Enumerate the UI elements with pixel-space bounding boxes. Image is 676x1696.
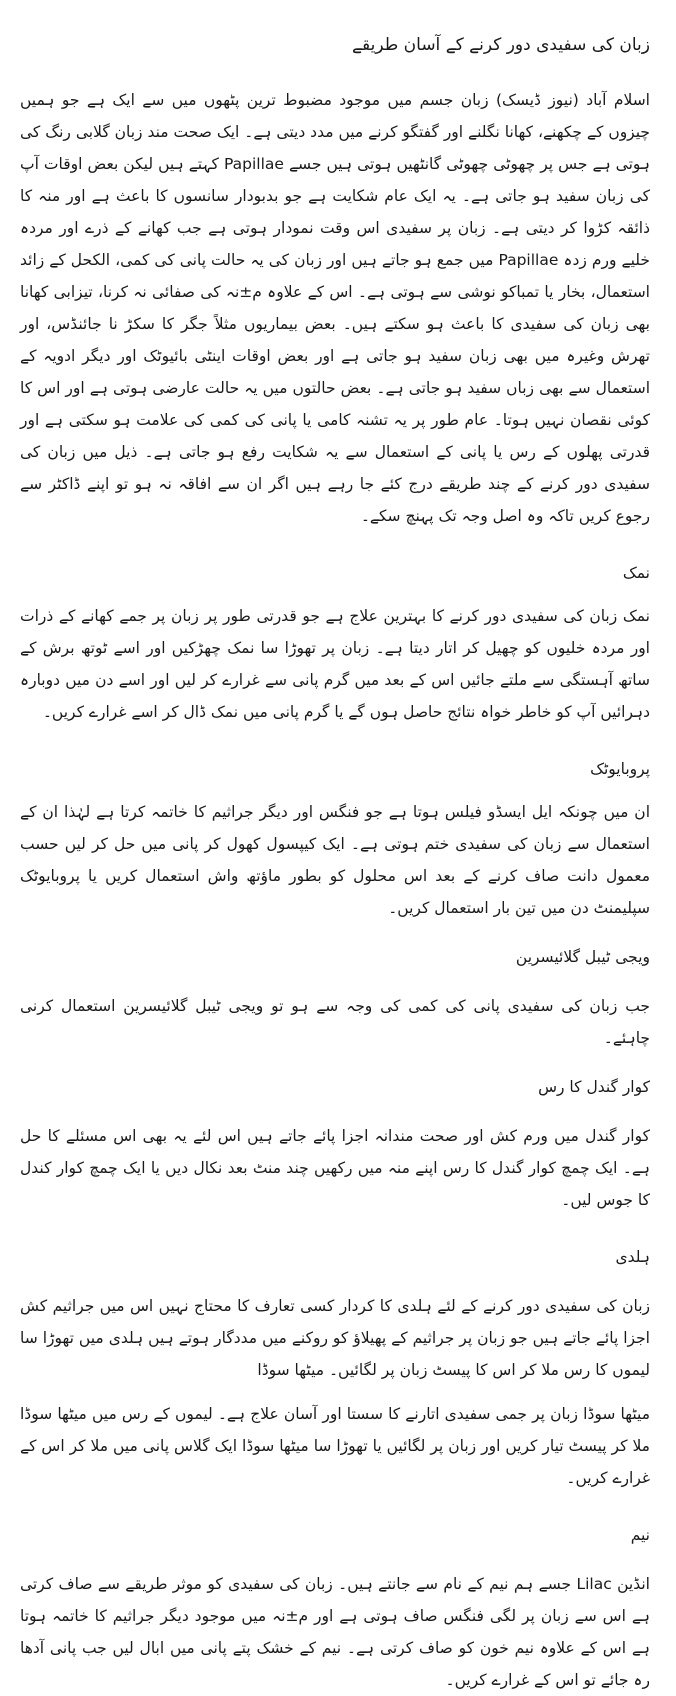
section-body-turmeric: زبان کی سفیدی دور کرنے کے لئے ہلدی کا کردار کسی تعارف کا محتاج نہیں اس میں جراثیم کش اجزا پائے جاتے ہیں جو زبان پر جراثیم کے پھیلاؤ کو روکنے میں مددگار ہوتے ہیں ہلدی میں تھوڑا سا لیموں کا رس ملا کر اس کا پیسٹ زبان پر لگائیں۔ میٹھا سوڈا <box>20 1297 650 1379</box>
section-body-neem: انڈین Lilac جسے ہم نیم کے نام سے جانتے ہیں۔ زبان کی سفیدی کو موثر طریقے سے صاف کرتی ہے اس سے زبان پر لگی فنگس صاف ہوتی ہے اور م±نہ میں موجود دیگر جراثیم کا خاتمہ ہوتا ہے اس کے علاوہ نیم خون کو صاف کرتی ہے۔ نیم کے خشک پتے پانی میں ابال لیں جب پانی آدھا رہ جائے تو اس کے غرارے کریں۔ <box>20 1575 650 1689</box>
section-heading-glycerin: ویجی ٹیبل گلائیسرین <box>515 948 650 966</box>
section-heading-aloe: کوار گندل کا رس <box>538 1078 650 1096</box>
section-heading-neem: نیم <box>630 1526 650 1544</box>
section-heading-turmeric: ہلدی <box>615 1248 650 1266</box>
article-title: زبان کی سفیدی دور کرنے کے آسان طریقے <box>352 35 650 55</box>
section-body-salt: نمک زبان کی سفیدی دور کرنے کا بہترین علاج ہے جو قدرتی طور پر زبان پر جمے کھانے کے ذرات اور مردہ خلیوں کو چھیل کر اتار دیتا ہے۔ زبان پر تھوڑا سا نمک چھڑکیں اور اسے ٹوتھ برش کے ساتھ آہستگی سے ملتے جائیں اس کے بعد میں گرم پانی سے غرارے کر لیں اور اسے دن میں دوبارہ دہرائیں آپ کو خاطر خواہ نتائج حاصل ہوں گے یا گرم پانی میں نمک ڈال کر اسے غرارے کریں۔ <box>20 607 650 721</box>
section-body-glycerin: جب زبان کی سفیدی پانی کی کمی کی وجہ سے ہو تو ویجی ٹیبل گلائیسرین استعمال کرنی چاہئے۔ <box>20 997 650 1047</box>
section-body-aloe: کوار گندل میں ورم کش اور صحت مندانہ اجزا پائے جاتے ہیں اس لئے یہ بھی اس مسئلے کا حل ہے۔ ایک چمچ کوار گندل کا رس اپنے منہ میں رکھیں چند منٹ بعد نکال دیں یا ایک چمچ کوار کندل کا جوس لیں۔ <box>20 1127 650 1209</box>
section-heading-salt: نمک <box>622 564 650 582</box>
article-intro: اسلام آباد (نیوز ڈیسک) زبان جسم میں موجود مضبوط ترین پٹھوں میں سے ایک ہے جو ہمیں چیزوں کے چکھنے، کھانا نگلنے اور گفتگو کرنے میں مدد دیتی ہے۔ ایک صحت مند زبان گلابی رنگ کی ہوتی ہے جس پر چھوٹی چھوٹی گانٹھیں ہوتی ہیں جسے Papillae کہتے ہیں لیکن بعض اوقات آپ کی زبان سفید ہو جاتی ہے۔ یہ ایک عام شکایت ہے جو بدبودار سانسوں کا باعث ہے اور منہ کا ذائقہ کڑوا کر دیتی ہے۔ زبان پر سفیدی اس وقت نمودار ہوتی ہے جب کھانے کے ذرے اور مردہ خلیے ورم زدہ Papillae میں جمع ہو جاتے ہیں اور زبان کی یہ حالت پانی کی کمی، الکحل کے زائد استعمال، بخار یا تمباکو نوشی سے ہوتی ہے۔ اس کے علاوہ م±نہ کی صفائی نہ کرنا، تیزابی کھانا بھی زبان کی سفیدی کا باعث ہو سکتے ہیں۔ بعض بیماریوں مثلاً جگر کا سکڑ نا جائنڈس، اور تھرش وغیرہ میں بھی زبان سفید ہو جاتی ہے اور بعض اوقات اینٹی بائیوٹک اور دیگر ادویہ کے استعمال سے بھی زباں سفید ہو جاتی ہے۔ بعض حالتوں میں یہ حالت عارضی ہوتی ہے اور اس کا کوئی نقصان نہیں ہوتا۔ عام طور پر یہ تشنہ کامی یا پانی کی کمی کی علامت ہو سکتی ہے اور قدرتی پھلوں کے رس یا پانی کے استعمال سے یہ شکایت رفع ہو جاتی ہے۔ ذیل میں زبان کی سفیدی دور کرنے کے چند طریقے درج کئے جا رہے ہیں اگر ان سے افاقہ نہ ہو تو اپنے ڈاکٹر سے رجوع کریں تاکہ وہ اصل وجہ تک پہنچ سکے۔ <box>20 91 651 525</box>
section-heading-probiotic: پروبایوٹک <box>590 760 650 778</box>
section-body-probiotic: ان میں چونکہ ایل ایسڈو فیلس ہوتا ہے جو فنگس اور دیگر جراثیم کا خاتمہ کرتا ہے لہٰذا ان کے استعمال سے زبان کی سفیدی ختم ہوتی ہے۔ ایک کیپسول کھول کر پانی میں حل کر لیں حسب معمول دانت صاف کرنے کے بعد اس محلول کو بطور ماؤتھ واش استعمال کریں یا پروبایوٹک سپلیمنٹ دن میں تین بار استعمال کریں۔ <box>20 803 650 917</box>
section-body-baking-soda: میٹھا سوڈا زبان پر جمی سفیدی اتارنے کا سستا اور آسان علاج ہے۔ لیموں کے رس میں میٹھا سوڈا ملا کر پیسٹ تیار کریں اور زبان پر لگائیں یا تھوڑا سا میٹھا سوڈا ایک گلاس پانی میں ملا کر اس کے غرارے کریں۔ <box>20 1405 650 1487</box>
